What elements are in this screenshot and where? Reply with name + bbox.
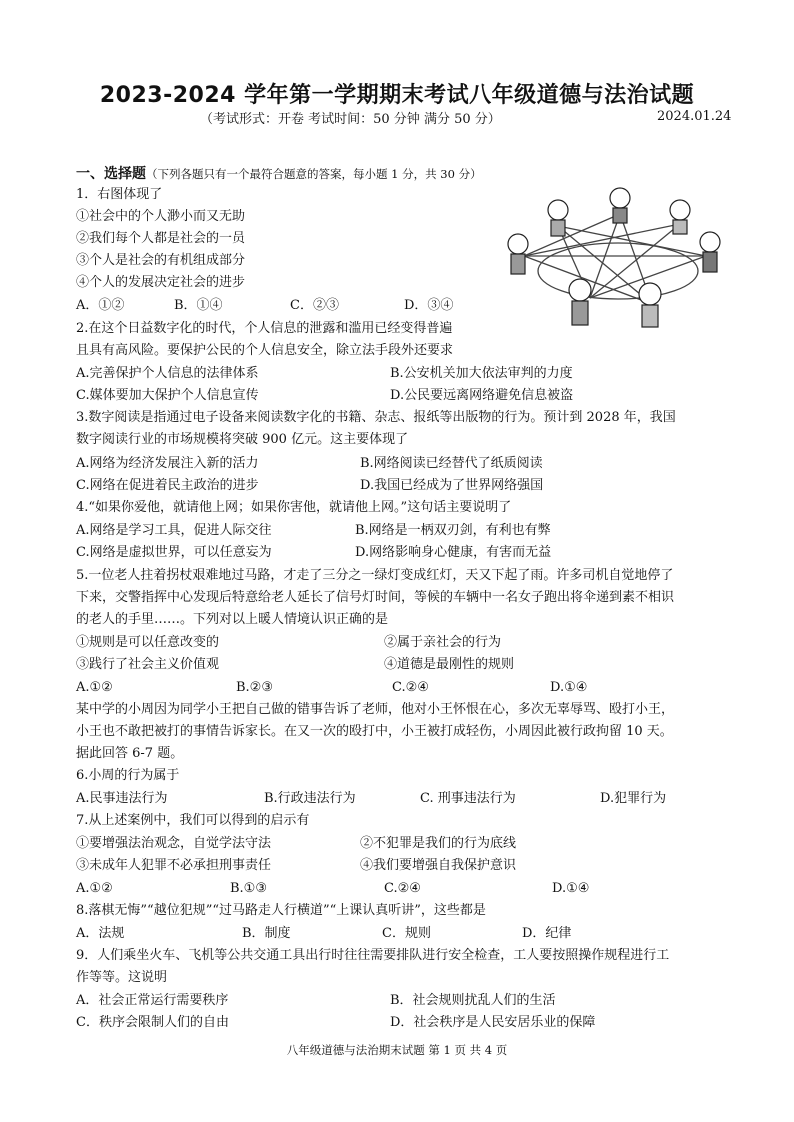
q7-statement-3: ③未成年人犯罪不必承担刑事责任 [76,858,272,873]
q5-statement-1: ①规则是可以任意改变的 [76,635,220,650]
q3-stem-line-2: 数字阅读行业的市场规模将突破 900 亿元。这主要体现了 [76,432,409,447]
q5-stem-line-3: 的老人的手里……。下列对以上暖人情境认识正确的是 [76,612,389,627]
q7-statement-1: ①要增强法治观念，自觉学法守法 [76,836,272,851]
q1-statement-4: ④个人的发展决定社会的进步 [76,275,246,290]
q1-option-d: D．③④ [404,298,454,313]
q3-stem-line-1: 3.数字阅读是指通过电子设备来阅读数字化的书籍、杂志、报纸等出版物的行为。预计到 2028 年，我国 [76,410,676,425]
q4-option-c: C.网络是虚拟世界，可以任意妄为 [76,545,272,560]
exam-date: 2024.01.24 [657,109,732,124]
section-heading [76,163,482,183]
q8-option-b: B．制度 [242,926,291,941]
q8-option-d: D．纪律 [522,926,572,941]
q9-stem-line-2: 作等等。这说明 [76,970,168,985]
q4-option-b: B.网络是一柄双刃剑，有利也有弊 [355,523,551,538]
q1-option-c: C．②③ [290,298,339,313]
q1-option-a: A．①② [76,298,125,313]
q5-stem-line-2: 下来，交警指挥中心发现后特意给老人延长了信号灯时间，等候的车辆中一名女子跑出将伞递到素不相识 [76,590,675,605]
q5-statement-3: ③践行了社会主义价值观 [76,657,220,672]
case-line-3: 据此回答 6-7 题。 [76,746,184,761]
q5-option-a: A.①② [76,680,113,695]
q7-stem: 7.从上述案例中，我们可以得到的启示有 [76,813,310,828]
section-note: （下列各题只有一个最符合题意的答案，每小题 1 分，共 30 分） [146,167,482,181]
q1-statement-3: ③个人是社会的有机组成部分 [76,253,246,268]
q9-stem-line-1: 9．人们乘坐火车、飞机等公共交通工具出行时往往需要排队进行安全检查，工人要按照操作规程进行工 [76,948,670,963]
q7-option-a: A.①② [76,881,113,896]
q9-option-a: A．社会正常运行需要秩序 [76,993,229,1008]
q8-stem: 8.落棋无悔”“越位犯规”“过马路走人行横道”“上课认真听讲”，这些都是 [76,903,486,918]
q7-statement-2: ②不犯罪是我们的行为底线 [360,836,517,851]
q2-stem-line-1: 2.在这个日益数字化的时代，个人信息的泄露和滥用已经变得普遍 [76,321,453,336]
q9-option-c: C．秩序会限制人们的自由 [76,1015,229,1030]
q5-statement-2: ②属于亲社会的行为 [384,635,502,650]
q7-option-d: D.①④ [552,881,590,896]
q8-option-a: A．法规 [76,926,125,941]
q2-option-d: D.公民要远离网络避免信息被盗 [390,388,574,403]
q2-option-c: C.媒体要加大保护个人信息宣传 [76,388,259,403]
q9-option-d: D．社会秩序是人民安居乐业的保障 [390,1015,596,1030]
q5-statement-4: ④道德是最刚性的规则 [384,657,515,672]
q1-statement-1: ①社会中的个人渺小而又无助 [76,209,246,224]
q6-option-d: D.犯罪行为 [600,791,667,806]
q6-stem: 6.小周的行为属于 [76,768,180,783]
exam-info: （考试形式：开卷 考试时间：50 分钟 满分 50 分） [200,112,501,127]
case-line-2: 小王也不敢把被打的事情告诉家长。在又一次的殴打中，小王被打成轻伤，小周因此被行政拘留 10 天。 [76,724,673,739]
q3-option-d: D.我国已经成为了世界网络强国 [360,478,544,493]
q6-option-a: A.民事违法行为 [76,791,168,806]
section-title: 一、选择题 [76,166,146,182]
q4-option-d: D.网络影响身心健康，有害而无益 [355,545,552,560]
q2-stem-line-2: 且具有高风险。要保护公民的个人信息安全，除立法手段外还要求 [76,343,454,358]
q1-option-b: B．①④ [174,298,223,313]
children-network-illustration [500,186,722,336]
q9-option-b: B．社会规则扰乱人们的生活 [390,993,556,1008]
q5-option-d: D.①④ [550,680,588,695]
q3-option-a: A.网络为经济发展注入新的活力 [76,456,259,471]
q6-option-b: B.行政违法行为 [264,791,356,806]
q3-option-b: B.网络阅读已经替代了纸质阅读 [360,456,543,471]
q4-option-a: A.网络是学习工具，促进人际交往 [76,523,272,538]
q1-stem: 1．右图体现了 [76,187,163,202]
q5-option-c: C.②④ [392,680,429,695]
q7-option-b: B.①③ [230,881,267,896]
q8-option-c: C．规则 [382,926,431,941]
q5-option-b: B.②③ [236,680,273,695]
q6-option-c: C. 刑事违法行为 [420,791,516,806]
q2-option-b: B.公安机关加大依法审判的力度 [390,366,573,381]
case-line-1: 某中学的小周因为同学小王把自己做的错事告诉了老师，他对小王怀恨在心，多次无辜辱骂、殴打小王， [76,702,675,717]
q2-option-a: A.完善保护个人信息的法律体系 [76,366,259,381]
q4-stem: 4.“如果你爱他，就请他上网；如果你害他，就请他上网。”这句话主要说明了 [76,500,512,515]
q5-stem-line-1: 5.一位老人拄着拐杖艰难地过马路，才走了三分之一绿灯变成红灯，天又下起了雨。许多司机自觉地停了 [76,568,674,583]
page-title: 2023-2024 学年第一学期期末考试八年级道德与法治试题 [99,83,695,108]
q7-option-c: C.②④ [384,881,421,896]
q7-statement-4: ④我们要增强自我保护意识 [360,858,517,873]
q1-statement-2: ②我们每个人都是社会的一员 [76,231,246,246]
page-footer: 八年级道德与法治期末试题 第 1 页 共 4 页 [286,1043,508,1057]
q3-option-c: C.网络在促进着民主政治的进步 [76,478,259,493]
